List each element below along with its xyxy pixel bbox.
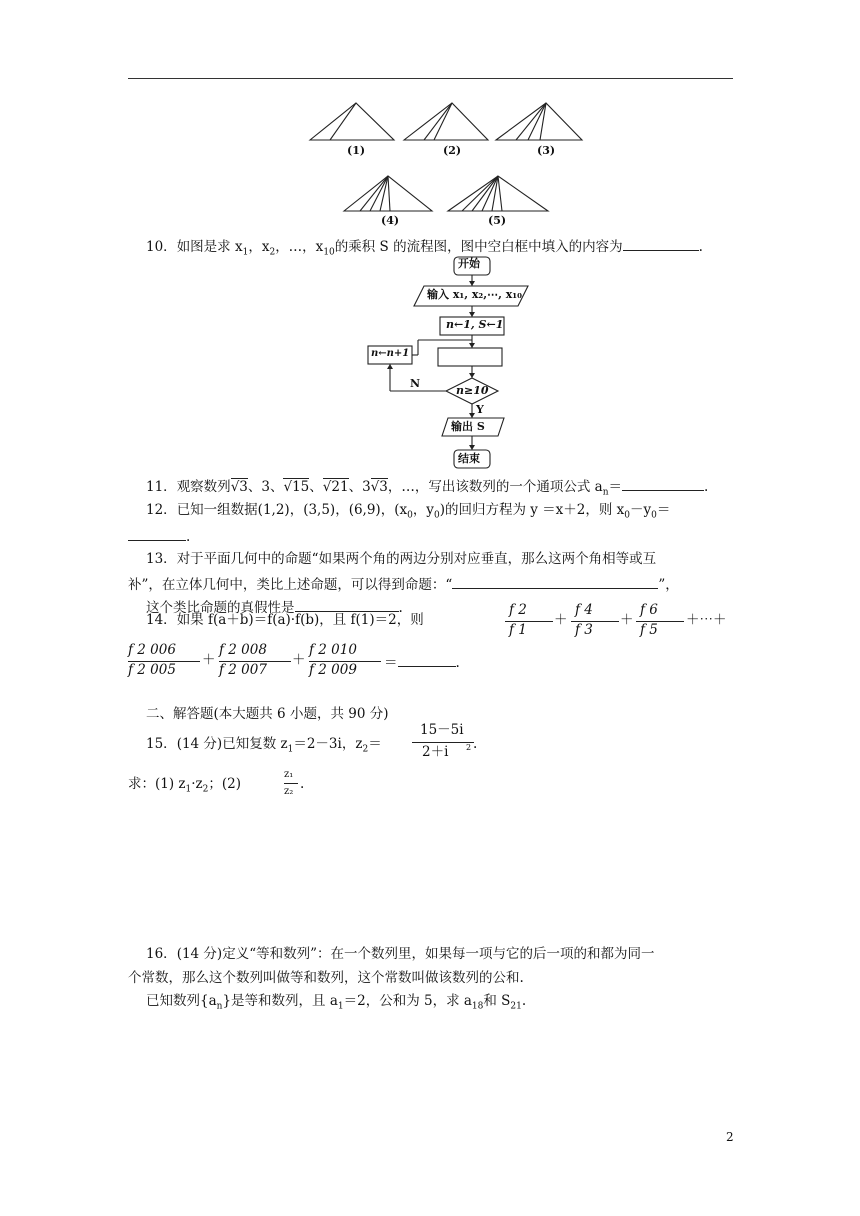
q14-plus-4: ＋ [292, 652, 306, 668]
flow-output-text: 输出 S [451, 420, 485, 433]
flow-no-label: N [410, 377, 421, 390]
question-11: 11．观察数列√3、3、√15、√21、3√3，…，写出该数列的一个通项公式 $a_n=$ . [146, 476, 708, 499]
triangle-4 [344, 176, 432, 211]
flow-condition-text: n≥10 [456, 384, 489, 397]
answer-blank-13b[interactable] [295, 597, 399, 612]
question-15-ask: 求：(1) $z_1\cdot z_2$；(2) [128, 776, 242, 795]
question-16-line3: 已知数列$\{a_n\}$是等和数列，且 $a_1=2$，公和为 5，求 $a_{18}$和 $S_{21}$. [146, 993, 527, 1012]
page-number: 2 [726, 1130, 734, 1144]
q14-frac-1: f 2 f 1 [505, 602, 553, 642]
flow-blank-box [438, 348, 502, 366]
flow-input-text: 输入 x₁, x₂,⋯, x₁₀ [427, 288, 522, 301]
question-12-line1: 12．已知一组数据(1,2)，(3,5)，(6,9)，($x_0$，$y_0$)的回归方程为 y ＝x＋2，则 $x_0-y_0=$ [146, 502, 671, 521]
answer-blank-10[interactable] [623, 236, 699, 251]
triangle-label-2: (2) [443, 144, 462, 157]
triangles-figure [300, 98, 590, 220]
triangle-label-4: (4) [381, 214, 400, 227]
question-10: 10．如图是求 $x_1$，$x_2$，…，$x_{10}$的乘积 S 的流程图，图中空白框中填入的内容为 . [146, 236, 703, 259]
q15-z2-fraction: 15－5i 2＋i [412, 722, 474, 764]
triangle-1 [310, 103, 394, 140]
flow-end-text: 结束 [458, 452, 480, 465]
q14-plus-2: ＋ [620, 612, 634, 628]
q14-plus-1: ＋ [554, 612, 568, 628]
triangle-2 [404, 103, 488, 140]
header-rule [128, 78, 733, 79]
flow-start-text: 开始 [458, 257, 480, 270]
triangle-label-3: (3) [537, 144, 556, 157]
q14-frac-3: f 6 f 5 [636, 602, 684, 642]
q15-end: . [473, 736, 478, 752]
q15-ratio: z₁ z₂ [284, 768, 300, 802]
question-13-line3: 这个类比命题的真假性是 . [146, 597, 403, 618]
q15-exp: 2 [466, 743, 472, 752]
answer-blank-12[interactable] [128, 526, 186, 541]
q15-ask-end: . [300, 776, 305, 792]
q14-frac-6: f 2 010 f 2 009 [309, 642, 381, 682]
flow-increment-text: n←n+1 [371, 348, 410, 359]
q14-ellipsis: ＋⋯＋ [686, 612, 727, 628]
q14-plus-3: ＋ [202, 652, 216, 668]
flow-init-text: n←1, S←1 [446, 318, 504, 331]
flow-yes-label: Y [476, 403, 484, 416]
answer-blank-14[interactable] [398, 652, 456, 667]
triangle-label-5: (5) [488, 214, 507, 227]
question-16-line2: 个常数，那么这个数列叫做等和数列，这个常数叫做该数列的公和. [128, 970, 524, 986]
question-12-line2: . [128, 526, 190, 547]
question-13-line1: 13．对于平面几何中的命题“如果两个角的两边分别对应垂直，那么这两个角相等或互 [146, 551, 657, 567]
q14-frac-2: f 4 f 3 [571, 602, 619, 642]
answer-blank-11[interactable] [622, 476, 704, 491]
question-13-line2: 补”，在立体几何中，类比上述命题，可以得到命题：“ ”， [128, 574, 679, 595]
q14-frac-4: f 2 006 f 2 005 [128, 642, 200, 682]
q14-equals: ＝ . [384, 652, 460, 673]
question-14-intro: 14．如果 f(a＋b)＝f(a)·f(b)，且 f(1)＝2，则 [146, 612, 424, 628]
q14-frac-5: f 2 008 f 2 007 [219, 642, 291, 682]
answer-blank-13a[interactable] [452, 574, 658, 589]
section-2-title: 二、解答题(本大题共 6 小题，共 90 分) [146, 706, 389, 722]
question-15-line1: 15．(14 分)已知复数 $z_1=2-3i$，$z_2=$ [146, 736, 382, 755]
triangle-label-1: (1) [347, 144, 366, 157]
flowchart [360, 254, 540, 472]
question-16-line1: 16．(14 分)定义“等和数列”：在一个数列里，如果每一项与它的后一项的和都为同一 [146, 946, 655, 962]
triangle-3 [496, 103, 582, 140]
triangle-5 [448, 176, 548, 211]
